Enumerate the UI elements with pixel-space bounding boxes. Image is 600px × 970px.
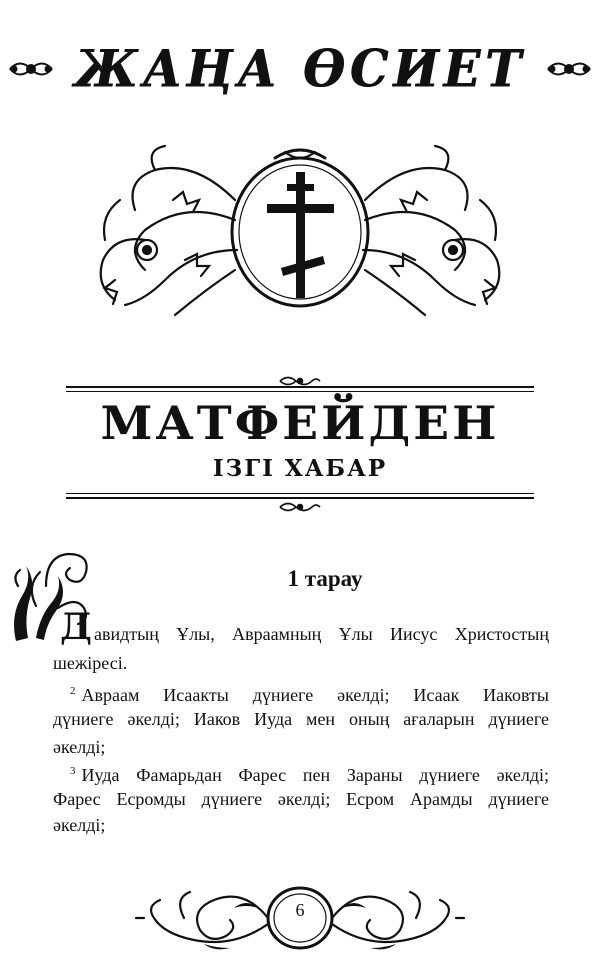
floral-wreath-ornament <box>85 140 515 330</box>
orthodox-cross-icon <box>267 172 334 298</box>
text-line-5: әкелді; <box>53 737 106 757</box>
tiny-ornament-bottom-icon <box>276 500 324 514</box>
text-line-4: дүниеге әкелді; Иаков Иуда мен оның ағаларын дүниеге <box>53 709 549 729</box>
header-rule-top-thin <box>66 391 534 392</box>
header-rule-bottom-thin <box>66 493 534 494</box>
drop-cap-letter: Д <box>60 606 93 648</box>
side-ornament-left-icon <box>6 54 56 84</box>
series-title: ЖАҢА ӨСИЕТ <box>74 38 526 100</box>
tiny-ornament-top-icon <box>276 374 324 388</box>
text-line-6: $^3$ Иуда Фамарьдан Фарес пен Зараны дүниеге әкелді; <box>70 765 549 785</box>
book-title: МАТФЕЙДЕН <box>100 396 500 450</box>
text-line-2: шежіресі. <box>53 653 128 673</box>
header-rule-bottom <box>66 497 534 499</box>
book-subtitle: ІЗГІ ХАБАР <box>212 455 388 482</box>
text-line-1: авидтың Ұлы, Авраамның Ұлы Иисус Христостың <box>94 624 549 644</box>
text-line-7: Фарес Есромды дүниеге әкелді; Есром Арамды дүниеге <box>53 789 549 809</box>
series-title-bar <box>0 34 600 104</box>
page-number: 6 <box>295 900 305 920</box>
chapter-heading: 1 тарау <box>287 566 363 591</box>
text-line-8: әкелді; <box>53 815 106 835</box>
verse-number-2: 2 <box>70 685 76 697</box>
side-ornament-right-icon <box>544 54 594 84</box>
verse-number-3: 3 <box>70 765 76 777</box>
text-line-3: $^2$ Авраам Исаакты дүниеге әкелді; Исаак Иаковты <box>70 685 549 705</box>
